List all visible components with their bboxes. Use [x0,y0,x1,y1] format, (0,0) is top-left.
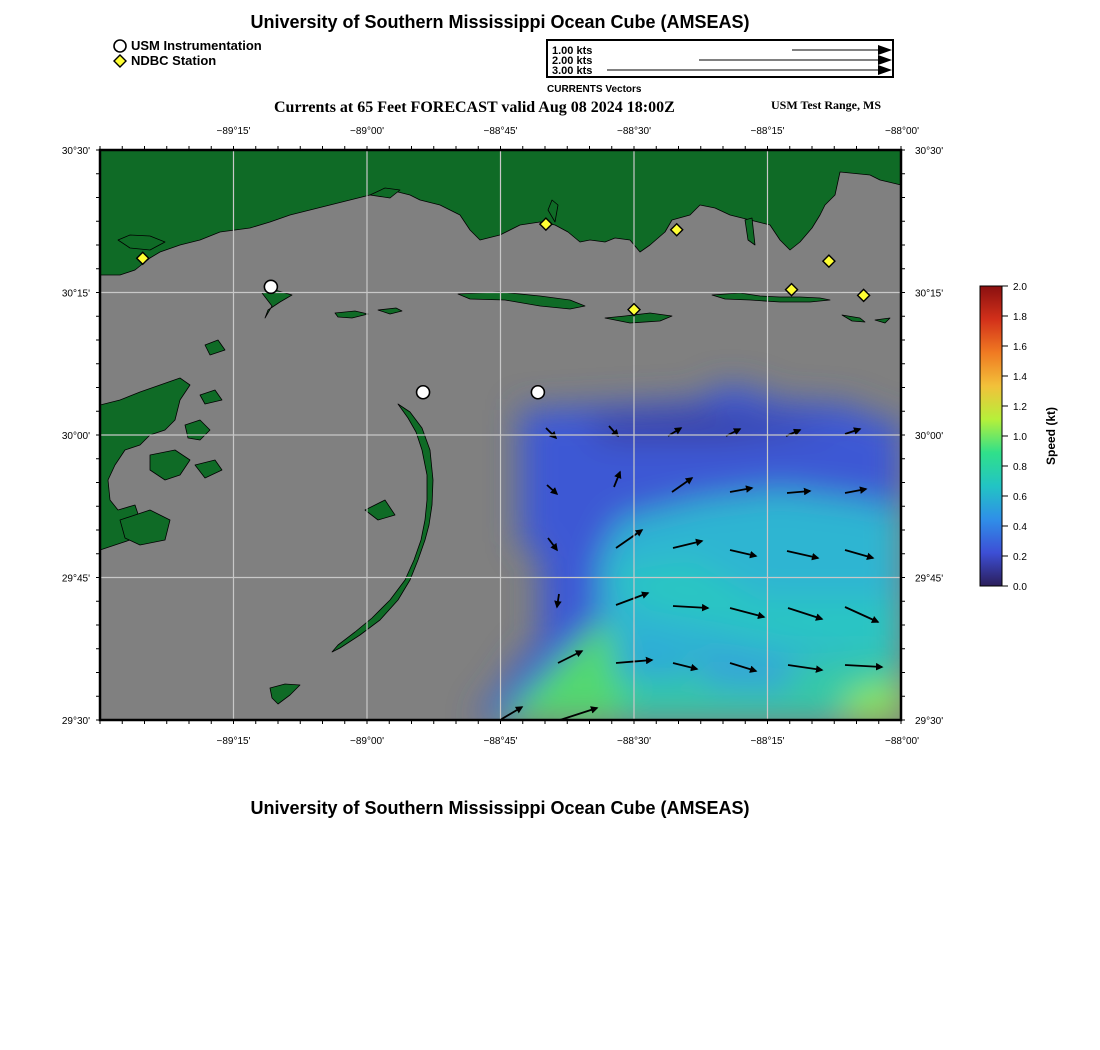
legend-label-ndbc: NDBC Station [131,53,217,68]
usm-instrument-marker [531,386,544,399]
colorbar-tick-label: 0.6 [1013,492,1027,503]
colorbar-scale [980,286,1002,586]
scale-label-2: 2.00 kts [552,55,593,67]
lon-tick-label-top: −89°00' [350,126,384,137]
colorbar-tick-label: 1.4 [1013,372,1027,383]
scale-label-1: 1.00 kts [552,45,593,57]
lat-tick-label-left: 29°45' [61,573,90,585]
lat-tick-label-right: 30°30' [915,146,944,157]
lon-tick-label-top: −88°30' [617,126,651,137]
lat-tick-label-left: 29°30' [61,716,90,727]
colorbar-tick-label: 2.0 [1013,282,1027,293]
colorbar-tick-label: 0.2 [1013,552,1027,563]
scale-label-3: 3.00 kts [552,65,593,77]
usm-instrument-marker [417,386,430,399]
speed-colorbar [980,282,1058,593]
lon-tick-label-top: −88°00' [885,126,919,137]
colorbar-ticks [1002,282,1027,593]
lon-tick-label-top: −88°45' [483,126,518,137]
range-label: USM Test Range, MS [771,98,882,112]
lon-tick-label-bottom: −88°15' [750,736,785,747]
lat-tick-label-left: 30°30' [61,146,90,157]
footer-title: University of Southern Mississippi Ocean Cube (AMSEAS) [250,798,750,818]
lat-tick-label-right: 30°00' [915,431,944,442]
lat-tick-label-right: 30°15' [915,288,944,300]
lon-tick-label-bottom: −88°30' [617,736,651,747]
page-title: University of Southern Mississippi Ocean Cube (AMSEAS) [250,12,750,32]
lat-tick-label-left: 30°15' [61,288,90,300]
colorbar-label: Speed (kt) [1044,406,1058,466]
lat-tick-label-right: 29°45' [915,573,944,585]
usm-instrument-marker [264,280,277,293]
colorbar-tick-label: 1.8 [1013,312,1027,323]
lat-tick-label-right: 29°30' [915,716,944,727]
colorbar-tick-label: 1.0 [1013,432,1027,443]
lon-tick-label-bottom: −89°15' [216,736,251,747]
lon-tick-label-bottom: −88°45' [483,736,518,747]
lon-tick-label-bottom: −88°00' [885,736,919,747]
legend-label-usm: USM Instrumentation [131,38,262,53]
lon-tick-label-top: −88°15' [750,126,785,137]
scale-caption: CURRENTS Vectors [547,84,642,95]
lon-tick-label-bottom: −89°00' [350,736,384,747]
colorbar-tick-label: 0.4 [1013,522,1027,533]
map-area [100,150,901,720]
lat-tick-label-left: 30°00' [61,431,90,442]
colorbar-tick-label: 1.2 [1013,402,1027,413]
lon-tick-label-top: −89°15' [216,126,251,137]
colorbar-tick-label: 1.6 [1013,342,1027,353]
colorbar-tick-label: 0.0 [1013,582,1027,593]
map-subtitle: Currents at 65 Feet FORECAST valid Aug 08 2024 18:00Z [274,99,675,116]
colorbar-tick-label: 0.8 [1013,462,1027,473]
